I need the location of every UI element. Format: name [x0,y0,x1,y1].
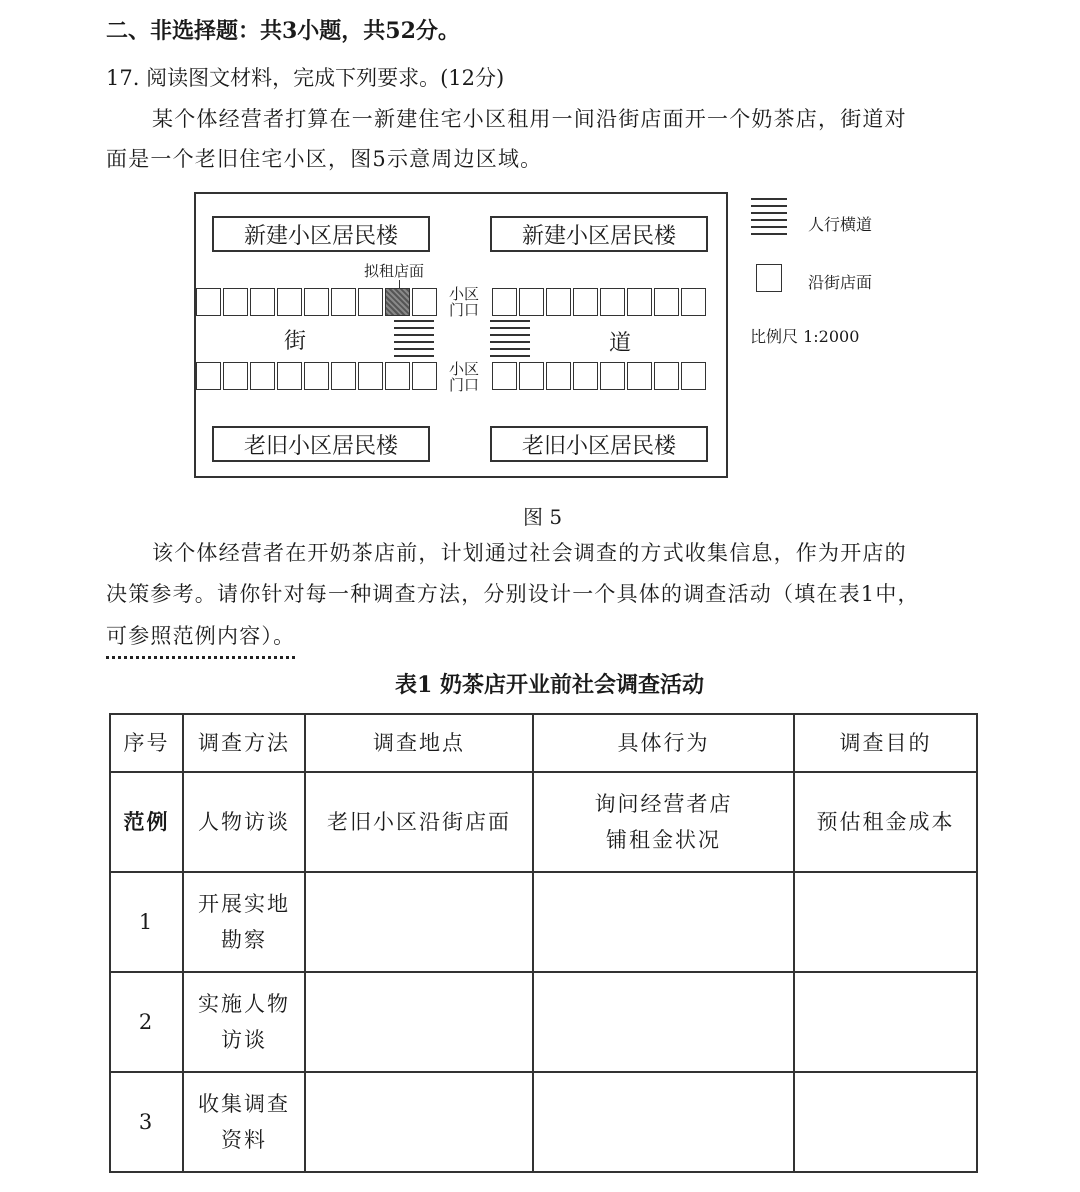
task-line-3: 可参照范例内容）。 [106,620,295,659]
section-title: 二、非选择题：共3小题，共52分。 [106,18,460,44]
gate-label-top: 小区门口 [448,285,479,319]
answer-cell-location[interactable] [305,972,533,1072]
shop [331,288,356,316]
shop [331,362,356,390]
cell-action: 询问经营者店铺租金状况 [533,772,794,872]
shop-row-bottom-left [196,362,439,390]
shop [304,362,329,390]
cell-purpose: 预估租金成本 [794,772,977,872]
shop [277,362,302,390]
question-title: 17. 阅读图文材料，完成下列要求。(12分) [106,66,505,90]
table-row [110,1072,977,1172]
shop [196,288,221,316]
table-row [110,872,977,972]
shop [385,362,410,390]
proposed-shop-label: 拟租店面 [364,262,425,280]
shop [492,288,517,316]
header-index: 序号 [110,714,183,772]
shop [250,288,275,316]
shop [412,288,437,316]
shop [277,288,302,316]
task-line-1: 该个体经营者在开奶茶店前，计划通过社会调查的方式收集信息，作为开店的 [152,541,907,565]
proposed-shop [385,288,410,316]
gate-label-bottom: 小区门口 [448,360,479,394]
street-label-left: 街 [284,329,307,354]
shop [223,362,248,390]
cell-index: 范例 [110,772,183,872]
header-purpose: 调查目的 [794,714,977,772]
shop [627,362,652,390]
building-old-left: 老旧小区居民楼 [212,426,430,462]
intro-line-1: 某个体经营者打算在一新建住宅小区租用一间沿街店面开一个奶茶店，街道对 [152,107,907,131]
shop [412,362,437,390]
shop [681,362,706,390]
shop [519,362,544,390]
shop [358,288,383,316]
legend-crosswalk-icon [751,198,787,240]
shop [304,288,329,316]
shop-row-bottom-right [492,362,708,390]
street-label-right: 道 [609,331,632,356]
cell-method: 实施人物访谈 [183,972,305,1072]
shop-row-top-left [196,288,439,316]
shop [573,288,598,316]
shop [600,362,625,390]
table-title: 表1 奶茶店开业前社会调查活动 [395,672,704,698]
legend-shop-label: 沿街店面 [808,273,873,292]
answer-cell-action[interactable] [533,1072,794,1172]
cell-method: 人物访谈 [183,772,305,872]
intro-line-2: 面是一个老旧住宅小区，图5示意周边区域。 [106,147,543,171]
legend-crosswalk-label: 人行横道 [808,215,873,234]
cell-method: 开展实地勘察 [183,872,305,972]
shop-row-top-right [492,288,708,316]
shop [250,362,275,390]
building-old-right: 老旧小区居民楼 [490,426,708,462]
shop [573,362,598,390]
shop [492,362,517,390]
crosswalk-left [394,320,434,362]
shop [627,288,652,316]
crosswalk-right [490,320,530,362]
shop [681,288,706,316]
survey-table [109,713,978,1173]
header-location: 调查地点 [305,714,533,772]
answer-cell-action[interactable] [533,972,794,1072]
table-row-example [110,772,977,872]
header-action: 具体行为 [533,714,794,772]
table-row [110,972,977,1072]
cell-method: 收集调查资料 [183,1072,305,1172]
shop [519,288,544,316]
cell-index: 3 [110,1072,183,1172]
answer-cell-purpose[interactable] [794,872,977,972]
building-new-left: 新建小区居民楼 [212,216,430,252]
shop [358,362,383,390]
shop [546,288,571,316]
answer-cell-location[interactable] [305,872,533,972]
answer-cell-purpose[interactable] [794,972,977,1072]
shop [654,362,679,390]
task-line-2: 决策参考。请你针对每一种调查方法，分别设计一个具体的调查活动（填在表1中， [106,582,920,606]
figure-caption: 图 5 [523,505,563,529]
building-new-right: 新建小区居民楼 [490,216,708,252]
header-method: 调查方法 [183,714,305,772]
answer-cell-purpose[interactable] [794,1072,977,1172]
answer-cell-location[interactable] [305,1072,533,1172]
cell-location: 老旧小区沿街店面 [305,772,533,872]
shop [654,288,679,316]
shop [196,362,221,390]
cell-index: 1 [110,872,183,972]
shop [223,288,248,316]
area-map [194,192,728,478]
legend-shop-icon [756,264,782,292]
answer-cell-action[interactable] [533,872,794,972]
table-header-row [110,714,977,772]
map-scale: 比例尺 1:2000 [750,327,860,346]
shop [546,362,571,390]
shop [600,288,625,316]
cell-index: 2 [110,972,183,1072]
